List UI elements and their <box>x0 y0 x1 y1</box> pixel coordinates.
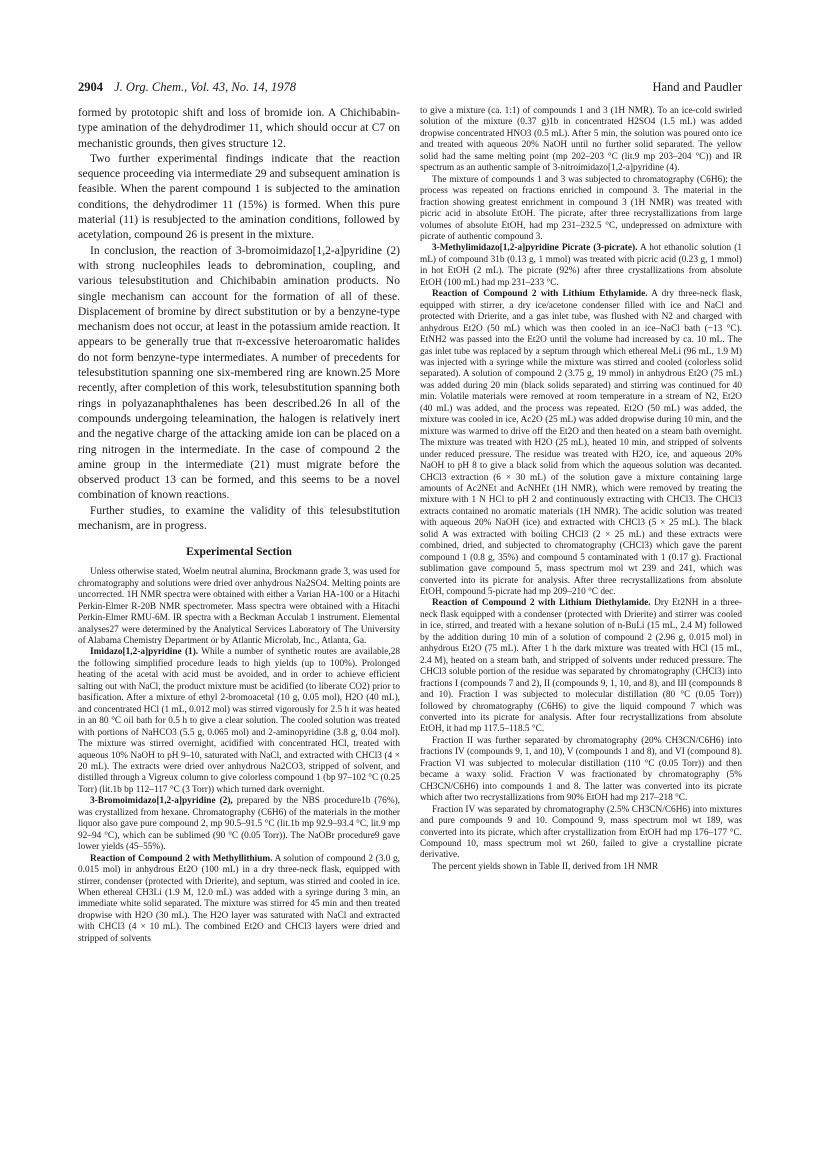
procedure-paragraph <box>78 647 400 796</box>
paragraph: Two further experimental findings indicate that the reaction sequence proceeding via intermediate 29 and subsequent amination is feasible. When the parent compound 1 is subjected to the amination conditions, the dehydrodimer 11 (15%) is formed. When this pure material (11) is resubjected to the amination conditions, followed by acetylation, compound 26 is present in the mixture. <box>78 152 400 242</box>
procedure-paragraph <box>420 289 742 598</box>
paragraph: formed by prototopic shift and loss of bromide ion. A Chichibabin-type amination of the dehydrodimer 11, which should occur at C7 on mechanistic grounds, then gives structure 12. <box>78 107 400 150</box>
paragraph: Unless otherwise stated, Woelm neutral alumina, Brockmann grade 3, was used for chromatography and solutions were dried over anhydrous Na2SO4. Melting points are uncorrected. 1H NMR spectra were obtained with either a Varian HA-100 or a Hitachi Perkin-Elmer R-20B NMR spectrometer. Mass spectra were obtained with a Hitachi Perkin-Elmer RMU-6M. IR spectra with a Beckman Acculab 1 instrument. Elemental analyses27 were determined by the Analytical Services Laboratory of The University of Alabama Chemistry Department or by Atlantic Microlab, Inc., Atlanta, Ga. <box>78 567 400 647</box>
page-header <box>78 80 742 96</box>
procedure-text: A dry three-neck flask, equipped with stirrer, a dry ice/acetone condenser filled with ice and NaCl and protected with Drierite, and a gas inlet tube, was flushed with N2 and charged with anhydrous Et2O (50 mL) which was then cooled in an ice–NaCl bath (−13 °C). EtNH2 was passed into the Et2O until the volume had increased by ca. 10 mL. The gas inlet tube was replaced by a septum through which ethereal MeLi (96 mL, 1.9 M) was injected with a syringe while the mixture was stirred and cooled (colorless solid separated). A solution of compound 2 (3.75 g, 19 mmol) in anhydrous Et2O (75 mL) was added during 20 min (black solids separated) and stirring was continued for 40 min. Volatile materials were removed at room temperature in a stream of N2, Et2O (40 mL) was added, and the process was repeated. Et2O (50 mL) was added, the mixture was cooled in ice, Ac2O (25 mL) was added dropwise during 10 min, and the mixture was warmed to drive off the Et2O and then heated on a steam bath overnight. The mixture was treated with H2O (25 mL), heated 10 min, and stripped of solvents under reduced pressure. The residue was treated with H2O, ice, and aqueous 20% NaOH to pH 8 to give a black solid from which the aqueous solution was decanted. CHCl3 extraction (6 × 30 mL) of the solution gave a mixture containing large amounts of Ac2NEt and AcNHEt (1H NMR), which were removed by treating the mixture with 1 N HCl to pH 2 and continuously extracting with CHCl3. The CHCl3 extracts contained no aromatic materials (1H NMR). The acidic solution was treated with aqueous 20% NaOH (ice) and extracted with CHCl3 (5 × 25 mL). The black solid A was extracted with boiling CHCl3 (2 × 25 mL) and these extracts were combined, dried, and subjected to chromatography (CHCl3) which gave the parent compound 1 (0.8 g, 35%) and compound 5 contaminated with 1 (0.17 g). Fractional sublimation gave compound 5, mass spectrum mol wt 239 and 241, which was converted into its picrate for analysis. After three recrystallizations from absolute EtOH, compound 5-picrate had mp 209–210 °C dec. <box>420 289 743 598</box>
run-in-heading: Reaction of Compound 2 with Methyllithium. <box>90 853 273 864</box>
section-heading: Experimental Section <box>186 546 292 559</box>
left-column <box>78 106 400 945</box>
header-left <box>78 80 296 95</box>
run-in-heading: Reaction of Compound 2 with Lithium Diethylamide. <box>432 598 651 609</box>
run-in-heading: Imidazo[1,2-a]pyridine (1). <box>90 647 199 658</box>
paragraph: to give a mixture (ca. 1:1) of compounds 1 and 3 (1H NMR). To an ice-cold swirled solution of the mixture (0.37 g)1b in concentrated H2SO4 (1.5 mL) was added dropwise concentrated HNO3 (0.5 mL). After 5 min, the solution was poured onto ice and treated with aqueous 20% NaOH until no further solid separated. The yellow solid had the same melting point (mp 202–203 °C (lit.9 mp 203–204 °C)) and IR spectrum as an authentic sample of 3-nitroimidazo[1,2-a]pyridine (4). <box>420 106 742 174</box>
procedure-paragraph <box>420 598 742 735</box>
procedure-paragraph <box>78 854 400 946</box>
procedure-text: A hot ethanolic solution (1 mL) of compound 31b (0.13 g, 1 mmol) was treated with picric acid (0.23 g, 1 mmol) in hot EtOH (2 mL). The picrate (92%) after three crystallizations from absolute EtOH (100 mL) had mp 231–233 °C. <box>420 243 742 288</box>
procedure-paragraph <box>420 243 742 289</box>
running-authors: Hand and Paudler <box>652 80 742 94</box>
paragraph: The percent yields shown in Table II, derived from 1H NMR <box>432 861 659 872</box>
paragraph: The mixture of compounds 1 and 3 was subjected to chromatography (C6H6); the process was repeated on fractions enriched in compound 3. The material in the fraction showing greatest enrichment in compound 3 (1H NMR) was treated with picric acid in absolute EtOH. The picrate, after three recrystallizations from large volumes of absolute EtOH, had mp 231–232.5 °C, undepressed on admixture with picrate of authentic compound 3. <box>420 174 742 242</box>
procedure-text: A solution of compound 2 (3.0 g, 0.015 mol) in anhydrous Et2O (100 mL) in a dry three-neck flask, equipped with stirrer, condenser (protected with Drierite), and septum, was stirred and cooled in ice. When ethereal CH3Li (1.9 M, 12.0 mL) was added with a syringe during 3 min, an immediate white solid separated. The mixture was stirred for 45 min and then treated dropwise with H2O (30 mL). The H2O layer was saturated with NaCl and extracted with CHCl3 (4 × 10 mL). The combined Et2O and CHCl3 layers were dried and stripped of solvents <box>78 853 401 944</box>
procedure-text: prepared by the NBS procedure1b (76%), was crystallized from hexane. Chromatography (C6H6) of the materials in the mother liquor also gave pure compound 2, mp 90.5–91.5 °C (lit.1b mp 92.9–93.4 °C, lit.9 mp 92–94 °C), which can be sublimed (90 °C (0.05 Torr)). The NaOBr procedure9 gave lower yields (45–55%). <box>78 796 400 853</box>
procedure-text: While a number of synthetic routes are available,28 the following simplified procedure leads to high yields (up to 100%). Prolonged heating of the acetal with acid must be avoided, and in order to achieve efficient salting out with NaCl, the product mixture must be acidified (to liberate CO2) prior to basification. After a mixture of ethyl 2-bromoacetal (10 g, 0.05 mol), H2O (40 mL), and concentrated HCl (1 mL, 0.012 mol) was stirred vigorously for 2.5 h it was heated in an 80 °C oil bath for 0.5 h to give a clear solution. The cooled solution was treated with portions of NaHCO3 (5.5 g, 0.065 mol) and 2-aminopyridine (3.8 g, 0.04 mol). The mixture was stirred overnight, acidified with concentrated HCl, treated with aqueous 10% NaOH to pH 9–10, saturated with NaCl, and extracted with CHCl3 (4 × 20 mL). The extracts were dried over anhydrous Na2CO3, stripped of solvent, and distilled through a Vigreux column to give colorless compound 1 (bp 97–102 °C (0.25 Torr) (lit.1b bp 112–117 °C (3 Torr)) which turned dark overnight. <box>78 647 400 795</box>
page-number: 2904 <box>78 80 103 94</box>
procedure-text: Dry Et2NH in a three-neck flask equipped with a condenser (protected with Drierite) and stirrer was cooled in ice, stirred, and treated with a hexane solution of n-BuLi (15 mL, 2.4 M) followed by the addition during 10 min of a solution of compound 2 (2.96 g, 0.015 mol) in anhydrous Et2O (75 mL). After 1 h the dark mixture was treated with HCl (15 mL, 2.4 M), heated on a steam bath, and stripped of solvents under reduced pressure. The CHCl3 soluble portion of the residue was separated by chromatography (CHCl3) into fractions I (compounds 7 and 2), II (compounds 9, 1, 10, and 8), and III (compounds 8 and 10). Fraction I was subjected to molecular distillation (80 °C (0.05 Torr)) followed by chromatography (C6H6) to give the liquid compound 7 which was converted into its picrate for analysis. After four recrystallizations from absolute EtOH, it had mp 117.5–118.5 °C. <box>420 598 742 735</box>
procedure-paragraph <box>78 796 400 853</box>
journal-citation: J. Org. Chem., Vol. 43, No. 14, 1978 <box>114 80 296 94</box>
run-in-heading: 3-Bromoimidazo[1,2-a]pyridine (2), <box>90 796 233 807</box>
paragraph: Further studies, to examine the validity of this telesubstitution mechanism, are in progress. <box>78 504 400 533</box>
paragraph: In conclusion, the reaction of 3-bromoimidazo[1,2-a]pyridine (2) with strong nucleophiles leads to debromination, coupling, and various telesubstitution and Chichibabin amination products. No single mechanism can account for the formation of all of these. Displacement of bromine by direct substitution or by a benzyne-type mechanism does not occur, at least in the potassium amide reaction. It appears to be generally true that π-excessive heteroaromatic halides do not form benzyne-type intermediates. A number of precedents for telesubstitution spanning one six-membered ring are known.25 More recently, after completion of this work, telesubstitution spanning both rings in polyazanaphthalenes has been described.26 In all of the compounds undergoing teleamination, the halogen is relatively inert and the negative charge of the attacking amide ion can be placed on a ring nitrogen in the intermediate. In the case of compound 2 the amine group in the intermediate (21) must migrate before the observed product 13 can be formed, and this seems to be a novel combination of known reactions. <box>78 244 400 502</box>
run-in-heading: 3-Methylimidazo[1,2-a]pyridine Picrate (3-picrate). <box>432 243 638 254</box>
run-in-heading: Reaction of Compound 2 with Lithium Ethylamide. <box>432 289 648 300</box>
paragraph: Fraction II was further separated by chromatography (20% CH3CN/C6H6) into fractions IV (compounds 9, 1, and 10), V (compounds 1 and 8), and VI (compound 8). Fraction VI was subjected to molecular distillation (110 °C (0.05 Torr)) and then became a waxy solid. Fraction V was fractionated by chromatography (5% CH3CN/C6H6) into compounds 1 and 8. The latter was converted into its picrate which after two recrystallizations from 90% EtOH had mp 217–218 °C. <box>420 735 742 804</box>
paragraph: Fraction IV was separated by chromatography (2.5% CH3CN/C6H6) into mixtures and pure compounds 9 and 10. Compound 9, mass spectrum mol wt 189, was converted into its picrate, which after crystallization from EtOH had mp 176–177 °C. Compound 10, mass spectrum mol wt 260, failed to give a crystalline picrate derivative. <box>420 804 742 861</box>
right-column <box>420 106 742 873</box>
